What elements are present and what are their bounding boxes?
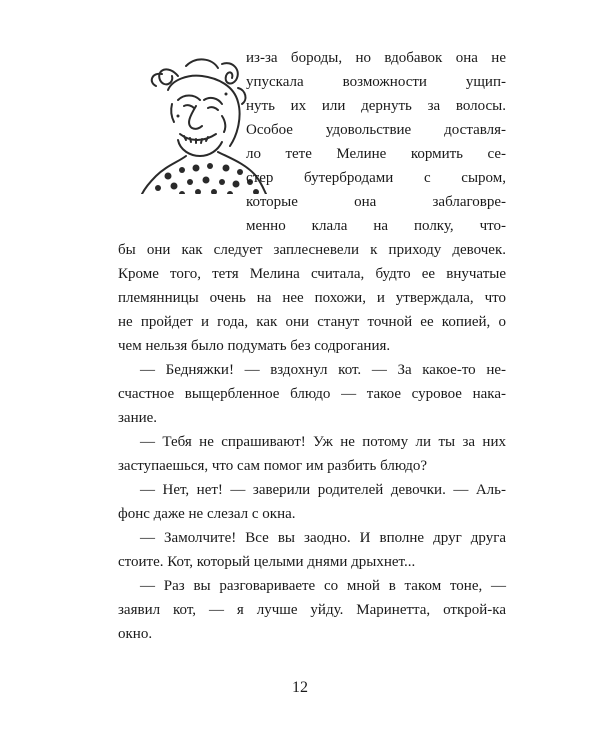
text-line: счастное выщербленное блюдо — такое суровое нака- <box>118 386 506 402</box>
text-line: не пройдет и года, как они станут точной ее копией, о <box>118 314 506 330</box>
text-line: — Нет, нет! — заверили родителей девочки. — Аль- <box>140 482 506 498</box>
text-line: зание. <box>118 410 158 426</box>
text-line: менно клала на полку, что- <box>246 218 506 234</box>
text-line: окно. <box>118 626 153 642</box>
page-number: 12 <box>292 679 308 696</box>
text-line: бы они как следует заплесневели к приходу девочек. <box>118 242 506 258</box>
text-line: племянницы очень на нее похожи, и утверждала, что <box>118 290 506 306</box>
text-line: стоите. Кот, который целыми днями дрыхнет... <box>118 554 416 570</box>
text-line: — Бедняжки! — вздохнул кот. — За какое-то не- <box>140 362 506 378</box>
text-line: Кроме того, тетя Мелина считала, будто ее внучатые <box>118 266 506 282</box>
text-line: чем нельзя было подумать без содрогания. <box>118 338 391 354</box>
text-line: заявил кот, — я лучше уйду. Маринетта, открой-ка <box>118 602 506 618</box>
text-line: которые она заблаговре- <box>246 194 506 210</box>
text-line: — Раз вы разговариваете со мной в таком тоне, — <box>140 578 506 594</box>
text-line: ло тете Мелине кормить се- <box>246 146 506 162</box>
text-line: из-за бороды, но вдобавок она не <box>246 50 506 66</box>
text-line: — Тебя не спрашивают! Уж не потому ли ты за них <box>140 434 506 450</box>
text-line: — Замолчите! Все вы заодно. И вполне друг друга <box>140 530 506 546</box>
text-line: стер бутербродами с сыром, <box>246 170 506 186</box>
text-line: Особое удовольствие доставля- <box>246 122 506 138</box>
text-line: упускала возможности ущип- <box>246 74 506 90</box>
text-line: нуть их или дернуть за волосы. <box>246 98 506 114</box>
text-line: заступаешься, что сам помог им разбить блюдо? <box>118 458 428 474</box>
text-line: фонс даже не слезал с окна. <box>118 506 296 522</box>
